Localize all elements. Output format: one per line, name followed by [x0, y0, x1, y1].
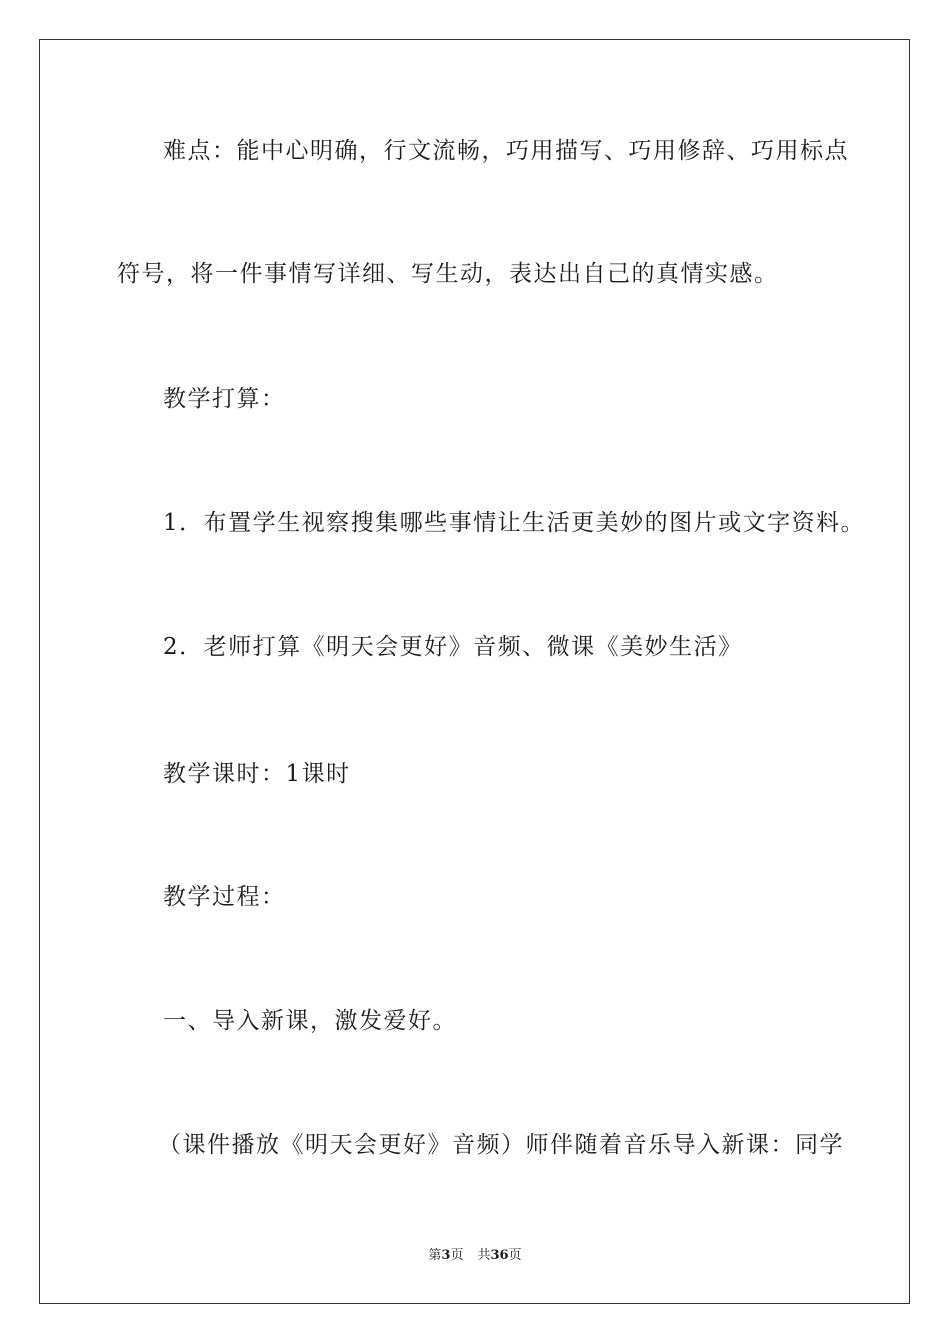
heading-teaching-preparation: 教学打算：: [163, 386, 286, 412]
footer-total-pages: 36: [490, 1248, 509, 1263]
paragraph-introduction: （课件播放《明天会更好》音频）师伴随着音乐导入新课：同学: [158, 1132, 844, 1158]
page-footer: [0, 1247, 950, 1265]
footer-page-number: 3: [441, 1248, 451, 1263]
footer-page-suffix: 页: [450, 1248, 464, 1263]
paragraph-difficulty: 难点：能中心明确，行文流畅，巧用描写、巧用修辞、巧用标点: [163, 138, 849, 164]
heading-teaching-process: 教学过程：: [163, 884, 286, 910]
footer-total-suffix: 页: [508, 1248, 522, 1263]
section-heading-introduction: 一、导入新课，激发爱好。: [163, 1008, 457, 1034]
preparation-item-1: 1．布置学生视察搜集哪些事情让生活更美妙的图片或文字资料。: [163, 510, 866, 536]
preparation-item-2: 2．老师打算《明天会更好》音频、微课《美妙生活》: [163, 634, 743, 660]
teaching-hours: 教学课时：1课时: [163, 761, 351, 787]
footer-total-prefix: 共: [477, 1248, 491, 1263]
footer-page-prefix: 第: [428, 1248, 442, 1263]
page-border: [39, 39, 910, 1304]
paragraph-difficulty-continued: 符号，将一件事情写详细、写生动，表达出自己的真情实感。: [117, 261, 779, 287]
